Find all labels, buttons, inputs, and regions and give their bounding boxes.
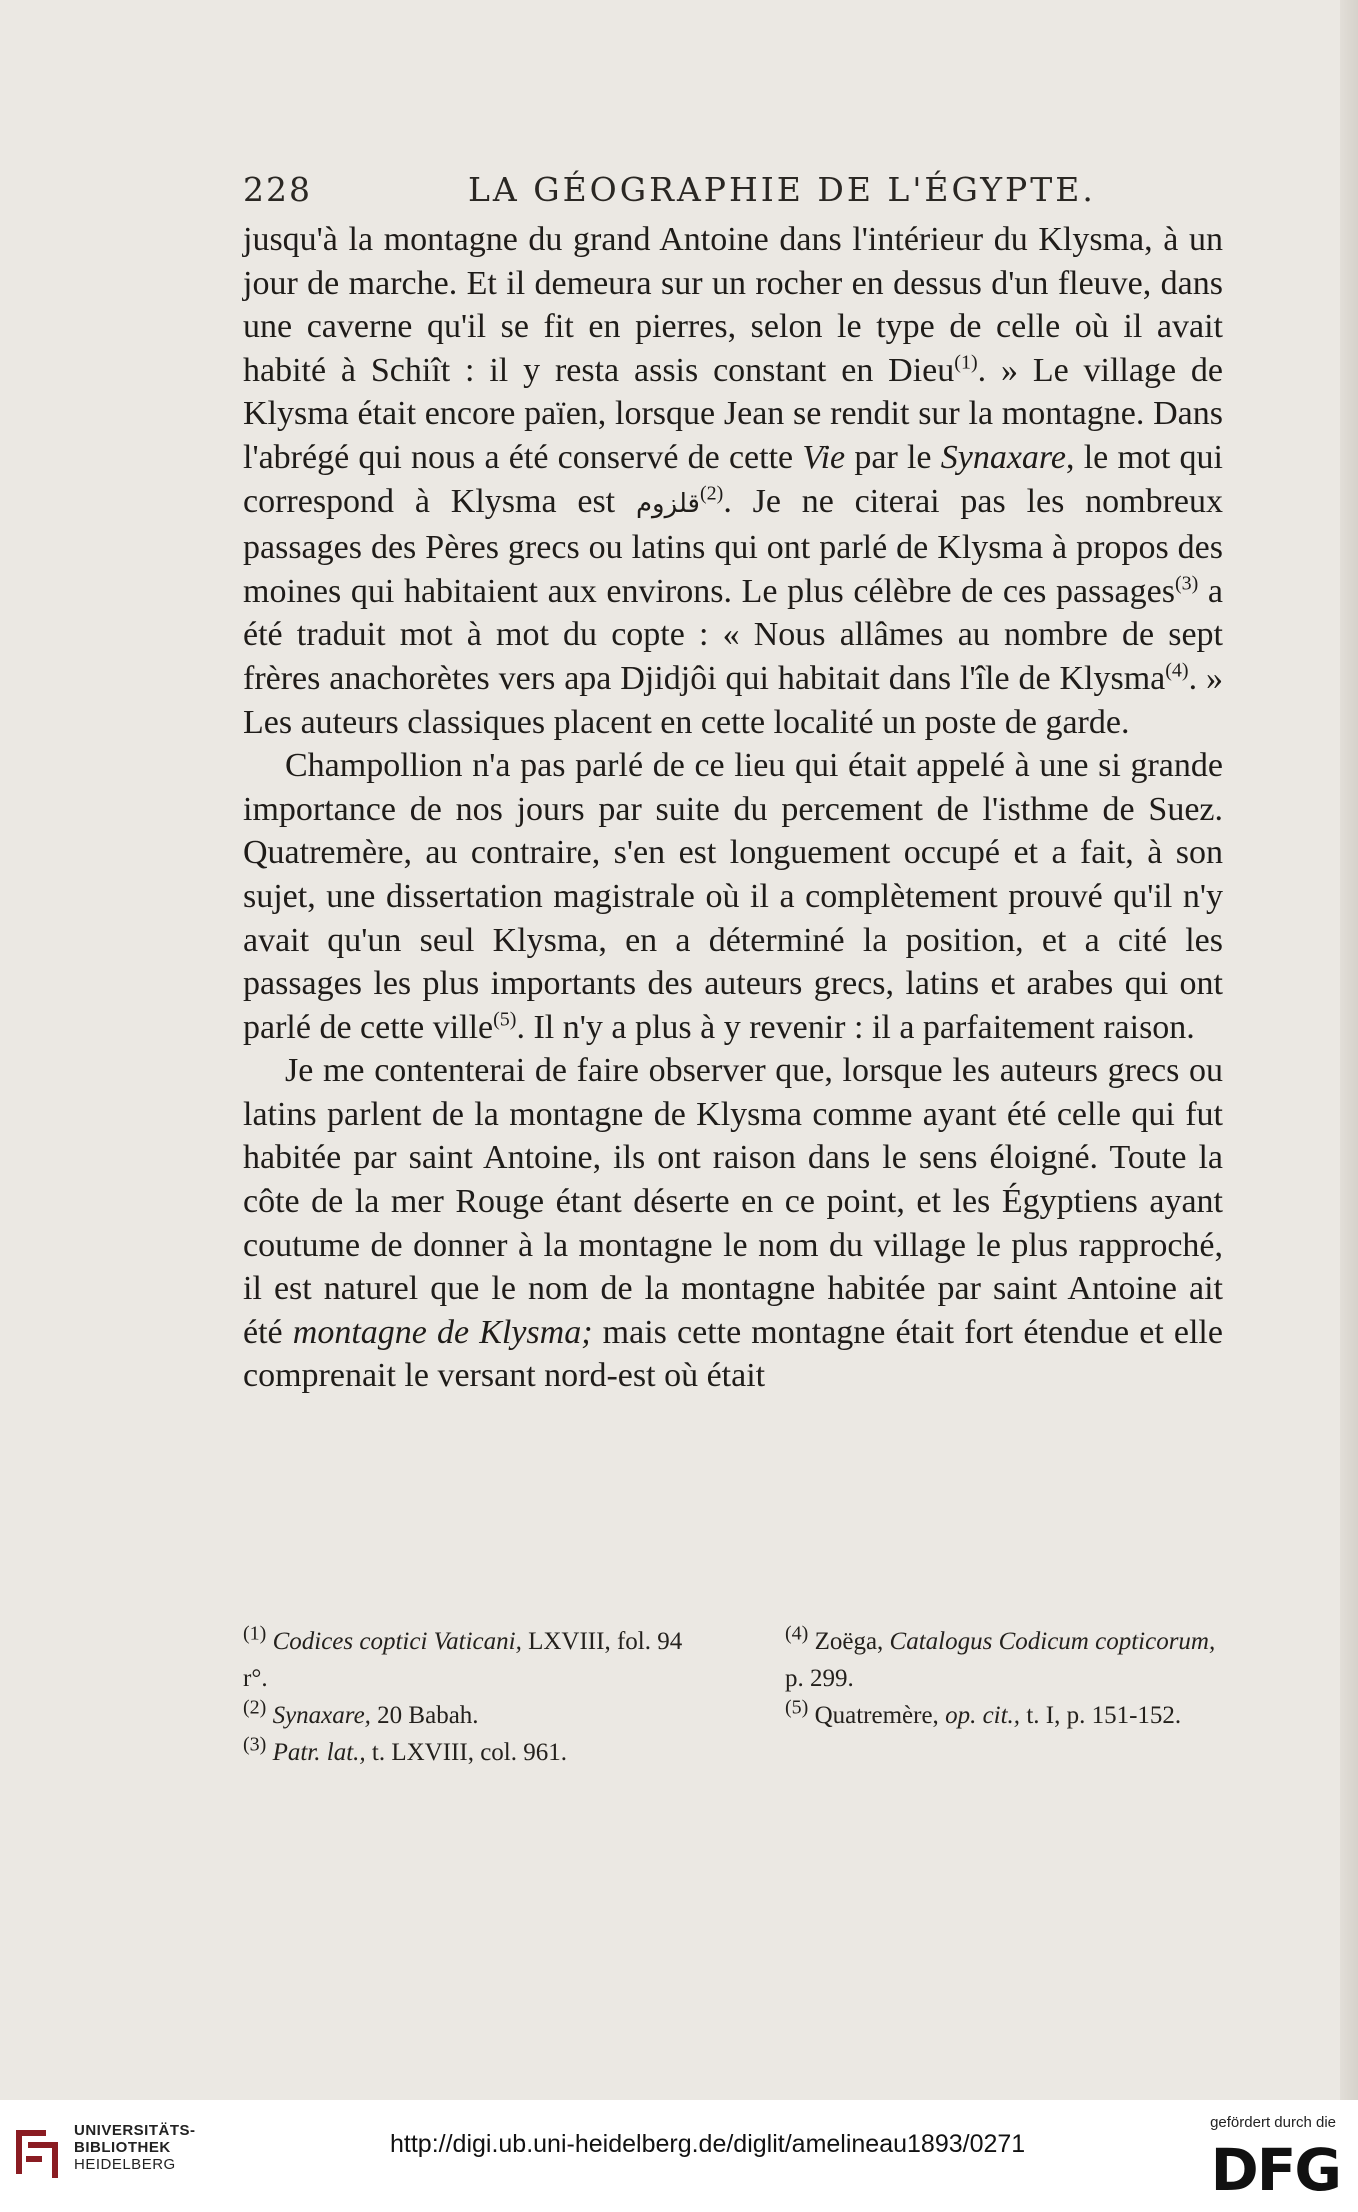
page-edge-shadow	[1340, 0, 1358, 2100]
paragraph-1	[243, 218, 1223, 744]
footnote-5	[785, 1697, 1225, 1734]
footnotes-right-column	[785, 1623, 1225, 1771]
italic-vie: Vie	[802, 438, 846, 476]
university-library-logo-icon	[12, 2122, 64, 2182]
funded-by-label: gefördert durch die	[1210, 2114, 1336, 2131]
paragraph-3	[243, 1049, 1223, 1398]
text-run: a été traduit mot à mot du copte : « Nous allâmes au nombre de sept frères anachorètes vers apa Djidjôi qui habitait dans l'île de Klysma	[243, 572, 1223, 697]
footnote-italic: op. cit.,	[945, 1702, 1021, 1729]
footnote-2	[243, 1697, 713, 1734]
viewer-footer	[0, 2100, 1358, 2212]
footnote-number: (1)	[243, 1622, 267, 1645]
library-line-2: BIBLIOTHEK	[74, 2139, 171, 2156]
footnote-text: Zoëga,	[808, 1628, 890, 1655]
text-run: . Je ne citerai pas les nombreux passages des Pères grecs ou latins qui ont parlé de Klysma à propos des moines qui habitaient aux environs. Le plus célèbre de ces passages	[243, 482, 1224, 610]
footnote-text: p. 299.	[785, 1665, 854, 1692]
footnotes-left-column	[243, 1623, 713, 1771]
footnote-3	[243, 1734, 713, 1771]
footnote-1	[243, 1623, 713, 1697]
library-line-3: HEIDELBERG	[74, 2156, 176, 2173]
footnote-number: (3)	[243, 1733, 267, 1756]
running-title: LA GÉOGRAPHIE DE L'ÉGYPTE.	[468, 170, 1096, 209]
footnote-ref-5: (5)	[493, 1008, 517, 1031]
footnote-4	[785, 1623, 1225, 1697]
text-run: . Il n'y a plus à y revenir : il a parfaitement raison.	[516, 1008, 1195, 1046]
footnote-ref-3: (3)	[1174, 572, 1199, 595]
footnote-ref-4: (4)	[1165, 659, 1189, 682]
footnote-text: t. I, p. 151-152.	[1020, 1702, 1182, 1729]
footnote-ref-2: (2)	[700, 482, 724, 505]
page-number: 228	[243, 170, 312, 209]
text-run: Je me contenterai de faire observer que, lorsque les auteurs grecs ou latins parlent de la montagne de Klysma comme ayant été celle qui fut habitée par saint Antoine, ils ont raison dans le sens éloigné. Toute la côte de la mer Rouge étant déserte en ce point, et les Égyptiens ayant coutume de donner à la montagne le nom du village le plus rapproché, il est naturel que le nom de la montagne habitée par saint Antoine ait été	[243, 1052, 1223, 1351]
text-run: . » Le village de Klysma était encore païen, lorsque Jean se rendit sur la montagne. Dans l'abrégé qui nous a été conservé de cette	[243, 351, 1223, 476]
footnote-text: t. LXVIII, col. 961.	[365, 1739, 567, 1766]
permalink-url[interactable]: http://digi.ub.uni-heidelberg.de/diglit/amelineau1893/0271	[390, 2130, 1026, 2158]
dfg-logo: DFG	[1210, 2136, 1340, 2204]
footnote-text: LXVIII, fol. 94 r°.	[243, 1628, 683, 1692]
footnote-text: 20 Babah.	[370, 1702, 479, 1729]
footnote-italic: Patr. lat.,	[272, 1739, 366, 1766]
text-run: mais cette montagne était fort étendue et elle comprenait le versant nord-est où était	[243, 1313, 1223, 1395]
paragraph-2	[243, 744, 1223, 1049]
footnote-number: (2)	[243, 1696, 267, 1719]
text-run: Champollion n'a pas parlé de ce lieu qui était appelé à une si grande importance de nos jours par suite du percement de l'isthme de Suez. Quatremère, au contraire, s'en est longuement occupé et a fait, à son sujet, une dissertation magistrale où il a complètement prouvé qu'il n'y avait qu'un seul Klysma, en a déterminé la position, et a cité les passages les plus importants des auteurs grecs, latins et arabes qui ont parlé de cette ville	[243, 747, 1223, 1046]
text-run: , le mot qui correspond à Klysma est	[243, 438, 1223, 520]
italic-montagne-de-klysma: montagne de Klysma;	[292, 1313, 593, 1351]
footnote-italic: Synaxare,	[272, 1702, 371, 1729]
library-name	[74, 2122, 196, 2173]
text-run: jusqu'à la montagne du grand Antoine dans l'intérieur du Klysma, à un jour de marche. Et il demeura sur un rocher en dessus d'un fleuve, dans une caverne qu'il se fit en pierres, selon le type de celle où il avait habité à Schiît : il y resta assis constant en Dieu	[243, 221, 1223, 389]
footnote-number: (5)	[785, 1696, 809, 1719]
library-line-1: UNIVERSITÄTS-	[74, 2122, 196, 2139]
text-run: par le	[845, 438, 941, 476]
italic-synaxare: Synaxare	[940, 438, 1066, 476]
footnote-italic: Codices coptici Vaticani,	[272, 1628, 522, 1655]
arabic-word: قلزوم	[635, 488, 700, 519]
footnote-ref-1: (1)	[954, 351, 978, 374]
footnotes	[243, 1623, 1225, 1771]
main-text	[243, 218, 1223, 1398]
footnote-italic: Catalogus Codicum copticorum,	[889, 1628, 1216, 1655]
footnote-text: Quatremère,	[808, 1702, 946, 1729]
footnote-number: (4)	[785, 1622, 809, 1645]
text-run: . » Les auteurs classiques placent en cette localité un poste de garde.	[243, 659, 1224, 741]
